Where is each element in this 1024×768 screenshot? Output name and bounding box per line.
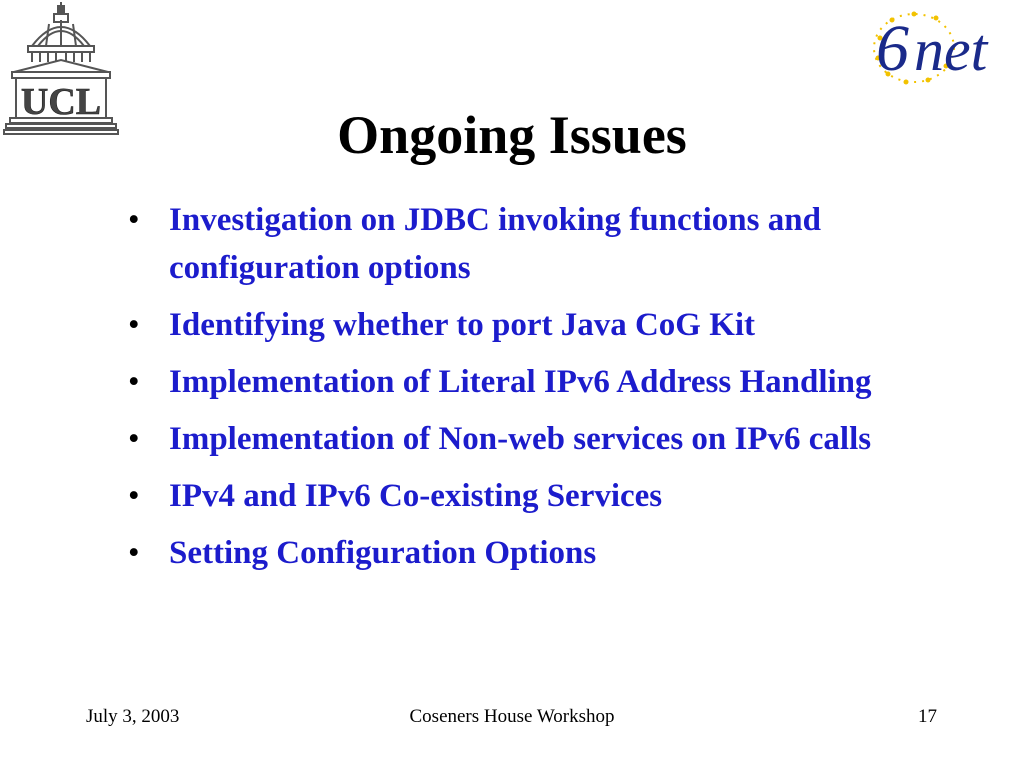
bullet-text: Implementation of Non-web services on IPv6 calls [169,421,872,457]
footer-date: July 3, 2003 [86,706,180,727]
bullet-item [128,301,968,349]
bullet-list [128,196,968,586]
bullet-text: Investigation on JDBC invoking functions and configuration options [169,202,821,286]
bullet-marker: • [128,421,140,457]
svg-text:net: net [914,17,988,83]
bullet-item [128,196,968,292]
bullet-text: Implementation of Literal IPv6 Address Handling [169,364,872,400]
bullet-marker: • [128,202,140,238]
bullet-text: Setting Configuration Options [169,535,597,571]
bullet-text: Identifying whether to port Java CoG Kit [169,307,756,343]
bullet-marker: • [128,478,140,514]
footer-event: Coseners House Workshop [409,706,615,727]
bullet-item [128,358,968,406]
6net-logo-icon [868,4,1020,88]
bullet-marker: • [128,307,140,343]
bullet-item [128,529,968,577]
footer-page-number: 17 [918,706,937,727]
svg-text:UCL: UCL [20,81,102,123]
bullet-marker: • [128,364,140,400]
bullet-item [128,415,968,463]
bullet-marker: • [128,535,140,571]
bullet-item [128,472,968,520]
svg-text:6: 6 [876,12,909,85]
slide-title: Ongoing Issues [337,105,687,165]
bullet-text: IPv4 and IPv6 Co-existing Services [169,478,663,514]
